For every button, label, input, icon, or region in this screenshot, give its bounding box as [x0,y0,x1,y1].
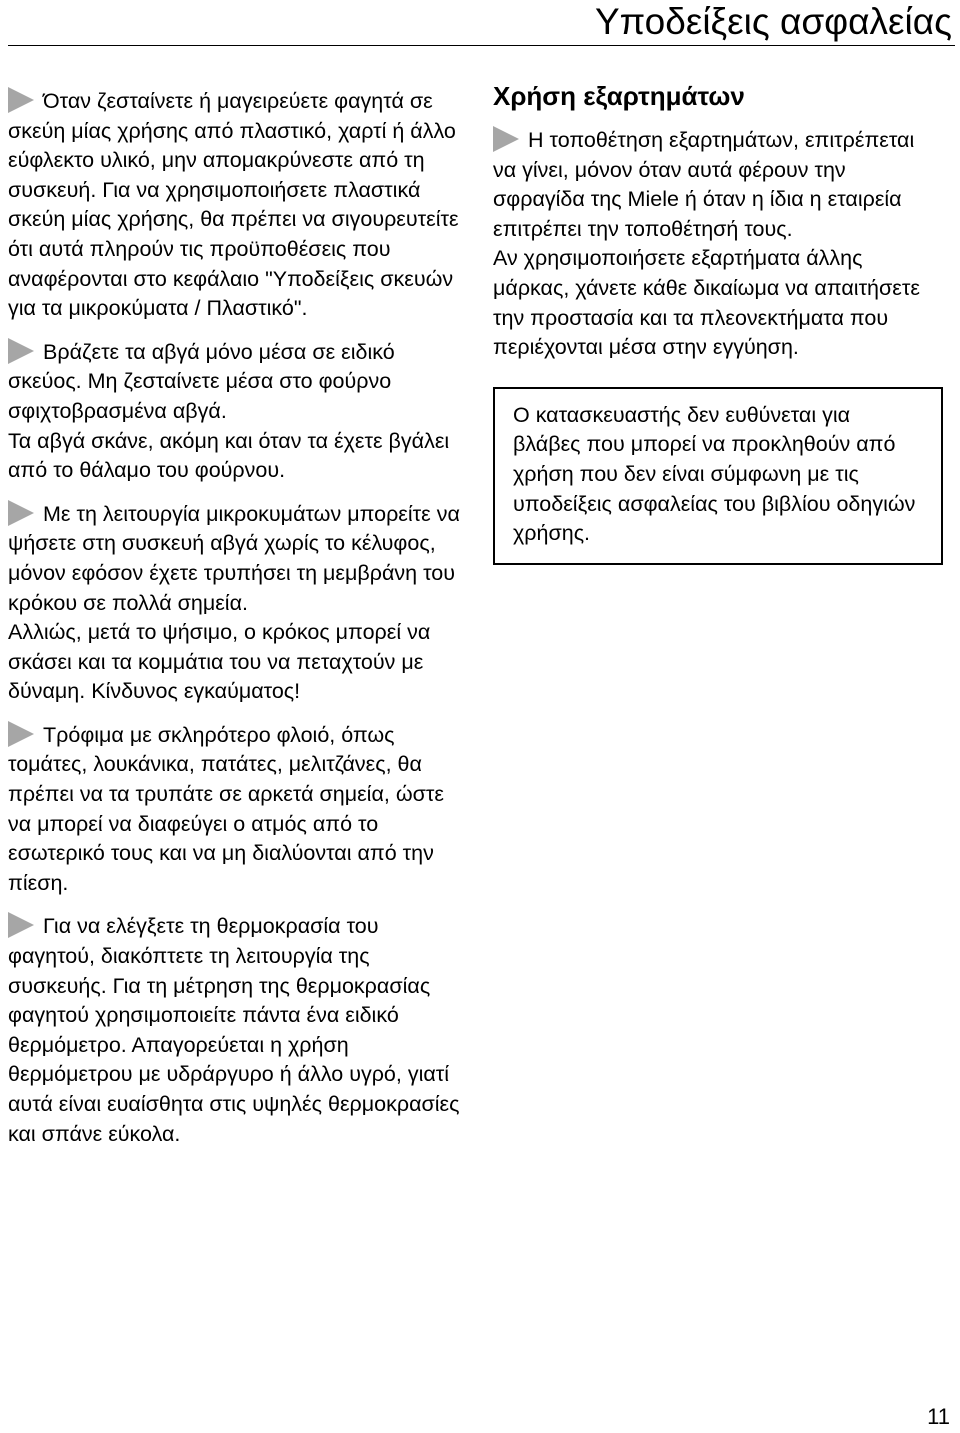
section-heading: Χρήση εξαρτημάτων [493,81,745,111]
safety-item-hard-skinned-food [8,721,463,899]
arrow-bullet-icon [8,338,34,364]
item-paragraph [8,87,463,324]
item-paragraph: Αλλιώς, μετά το ψήσιμο, ο κρόκος μπορεί να σκάσει και τα κομμάτια του να πεταχτούν με δύναμη. Κίνδυνος εγκαύματος! [8,620,431,704]
item-text: Η τοποθέτηση εξαρτημάτων, επιτρέπεται να γίνει, μόνον όταν αυτά φέρουν την σφραγίδα της Miele ή όταν η ίδια η εταιρεία επιτρέπει την τοποθέτησή τους. [493,128,915,241]
safety-item-boiling-eggs [8,338,463,486]
liability-notice-box [493,387,943,565]
safety-item-plastic-containers [8,87,463,324]
item-text: Βράζετε τα αβγά μόνο μέσα σε ειδικό σκεύος. Μη ζεσταίνετε μέσα στο φούρνο σφιχτοβρασμένα αβγά. [8,339,395,423]
arrow-bullet-icon [8,87,34,113]
safety-item-eggs-without-shell [8,500,463,707]
item-paragraph [8,338,463,427]
arrow-bullet-icon [8,721,34,747]
notice-text: Ο κατασκευαστής δεν ευθύνεται για βλάβες που μπορεί να προκληθούν από χρήση που δεν είναι σύμφωνη με τις υποδείξεις ασφαλείας του βιβλίου οδηγιών χρήσης. [513,402,916,546]
item-text: Τρόφιμα με σκληρότερο φλοιό, όπως τομάτες, λουκάνικα, πατάτες, μελιτζάνες, θα πρέπει να τα τρυπάτε σε αρκετά σημεία, ώστε να μπορεί να διαφεύγει ο ατμός από το εσωτερικό τους και να μη διαλύονται από την πίεση. [8,722,444,895]
item-paragraph: Αν χρησιμοποιήσετε εξαρτήματα άλλης μάρκας, χάνετε κάθε δικαίωμα να απαιτήσετε την προστασία και τα πλεονεκτήματα που περιέχονται μέσα στην εγγύηση. [493,246,920,360]
page-number: 11 [927,1404,950,1429]
safety-item-food-temperature [8,912,463,1149]
item-paragraph: Τα αβγά σκάνε, ακόμη και όταν τα έχετε βγάλει από το θάλαμο του φούρνου. [8,428,450,483]
arrow-bullet-icon [8,500,34,526]
item-text: Με τη λειτουργία μικροκυμάτων μπορείτε να ψήσετε στη συσκευή αβγά χωρίς το κέλυφος, μόνον εφόσον έχετε τρυπήσει τη μεμβράνη του κρόκου σε πολλά σημεία. [8,501,460,615]
page-title: Υποδείξεις ασφαλείας [594,1,952,42]
item-paragraph [493,126,943,244]
arrow-bullet-icon [8,912,34,938]
arrow-bullet-icon [493,126,519,152]
header-divider [8,45,955,46]
safety-item-accessories [493,126,943,363]
item-text: Για να ελέγξετε τη θερμοκρασία του φαγητού, διακόπτετε τη λειτουργία της συσκευής. Για τη μέτρηση της θερμοκρασίας φαγητού χρησιμοποιείτε πάντα ένα ειδικό θερμόμετρο. Απαγορεύεται η χρήση θερμόμετρου με υδράργυρο ή άλλο υγρό, γιατί αυτά είναι ευαίσθητα στις υψηλές θερμοκρασίες και σπάνε εύκολα. [8,914,460,1146]
item-paragraph [8,721,463,899]
item-text: Όταν ζεσταίνετε ή μαγειρεύετε φαγητά σε σκεύη μίας χρήσης από πλαστικό, χαρτί ή άλλο εύφλεκτο υλικό, μην απομακρύνεστε από τη συσκευή. Για να χρησιμοποιήσετε πλαστικά σκεύη μίας χρήσης, θα πρέπει να σιγουρευτείτε ότι αυτά πληρούν τις προϋποθέσεις που αναφέρονται στο κεφάλαιο "Υποδείξεις σκευών για τα μικροκύματα / Πλαστικό". [8,89,459,321]
item-paragraph [8,912,463,1149]
item-paragraph [8,500,463,618]
right-column [493,80,943,565]
left-column [8,87,463,1149]
